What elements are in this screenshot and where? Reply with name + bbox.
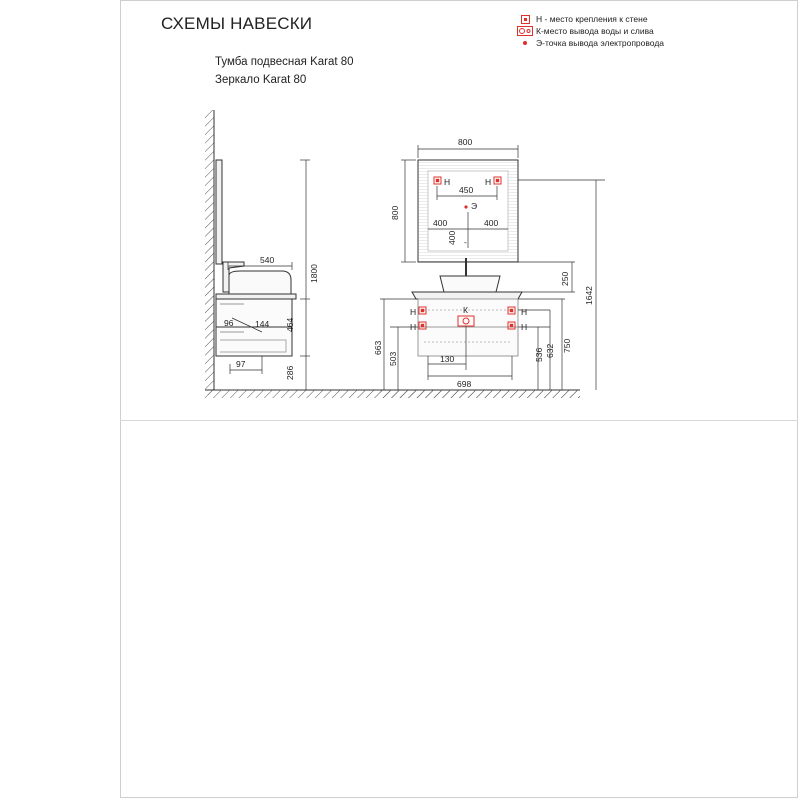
wall-hatch	[205, 110, 214, 395]
dim-label-96: 96	[224, 318, 234, 328]
marker-mount-label: Н	[521, 307, 528, 317]
dim-label-mirror-width: 800	[458, 137, 473, 147]
marker-electric-label: Э	[471, 201, 478, 211]
dim-label-130: 130	[440, 354, 455, 364]
dim-label-698: 698	[457, 379, 472, 389]
legend-text: К-место вывода воды и слива	[536, 26, 654, 36]
dim-label-450: 450	[459, 185, 474, 195]
dim-label-503: 503	[388, 351, 398, 366]
dim-label-400-left: 400	[433, 218, 448, 228]
marker-mount-label: Н	[485, 177, 492, 187]
dim-label-632: 632	[545, 343, 555, 358]
marker-minus-label: -	[464, 237, 467, 247]
marker-mount-label: Н	[521, 322, 528, 332]
dim-label-663: 663	[373, 340, 383, 355]
front-floor-hatch	[380, 390, 580, 398]
legend-text: Э-точка вывода электропровода	[536, 38, 665, 48]
legend-text: Н - место крепления к стене	[536, 14, 648, 24]
dim-label-144: 144	[255, 319, 270, 329]
subtitle-mirror: Зеркало Karat 80	[215, 74, 307, 86]
dim-label-400-right: 400	[484, 218, 499, 228]
dim-label-1800: 1800	[309, 264, 319, 283]
countertop-front	[412, 292, 522, 299]
mirror-side	[216, 160, 222, 264]
dim-label-1642: 1642	[584, 286, 594, 305]
dim-label-286: 286	[285, 365, 295, 380]
dim-label-250: 250	[560, 271, 570, 286]
dim-label-97: 97	[236, 359, 246, 369]
countertop-side	[216, 294, 296, 299]
dim-label-464: 464	[285, 317, 295, 332]
marker-mount-label: Н	[444, 177, 451, 187]
marker-water-label: К	[463, 305, 468, 315]
dim-label-400-drop: 400	[447, 230, 457, 245]
dim-label-750: 750	[562, 338, 572, 353]
dim-label-536: 536	[534, 347, 544, 362]
page-title: СХЕМЫ НАВЕСКИ	[161, 14, 313, 33]
basin-front	[440, 276, 500, 292]
dim-label-mirror-height: 800	[390, 205, 400, 220]
basin-side	[229, 271, 291, 294]
subtitle-cabinet: Тумба подвесная Karat 80	[215, 56, 354, 68]
marker-mount-label: Н	[410, 307, 417, 317]
dim-label-basin-depth: 540	[260, 255, 275, 265]
marker-mount-label: Н	[410, 322, 417, 332]
electric-outlet-icon	[464, 205, 467, 208]
